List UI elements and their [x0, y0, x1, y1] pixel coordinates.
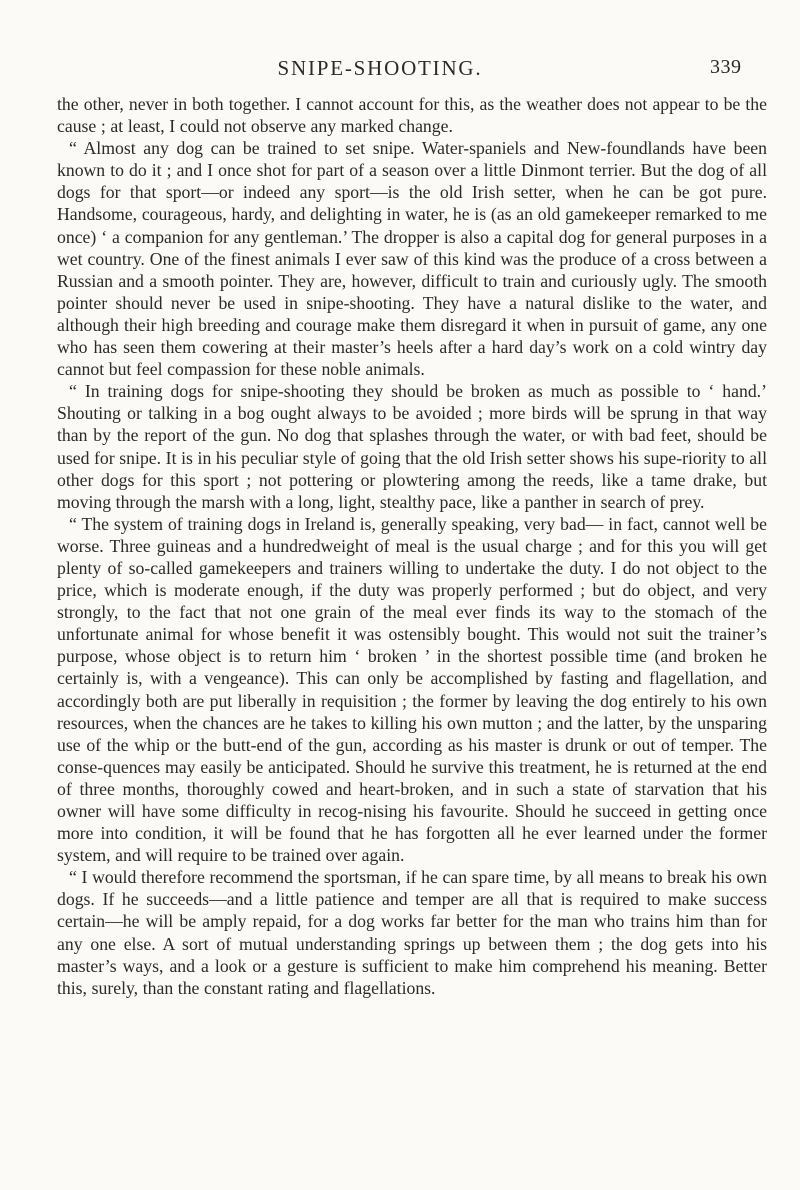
paragraph-continuation: the other, never in both together. I cannot account for this, as the weather does not appear to be the cause ; at least, I could not observe any marked change.	[57, 94, 767, 137]
paragraph-dogs-for-snipe: “ Almost any dog can be trained to set snipe. Water-spaniels and New-foundlands have been known to do it ; and I once shot for part of a season over a little Dinmont terrier. But the dog of all dogs for that sport—or indeed any sport—is the old Irish setter, when he can be got pure. Handsome, courageous, hardy, and delighting in water, he is (as an old gamekeeper remarked to me once) ‘ a companion for any gentleman.’ The dropper is also a capital dog for general purposes in a wet country. One of the finest animals I ever saw of this kind was the produce of a cross between a Russian and a smooth pointer. They are, however, difficult to train and curiously ugly. The smooth pointer should never be used in snipe-shooting. They have a natural dislike to the water, and although their high breeding and courage make them disregard it when in pursuit of game, any one who has seen them cowering at their master’s heels after a hard day’s work on a cold wintry day cannot but feel compassion for these noble animals.	[57, 138, 767, 380]
page-number: 339	[710, 56, 742, 78]
body-text	[57, 93, 767, 999]
paragraph-recommendation: “ I would therefore recommend the sportsman, if he can spare time, by all means to break his own dogs. If he succeeds—and a little patience and temper are all that is required to make success certain—he will be amply repaid, for a dog works far better for the man who trains him than for any one else. A sort of mutual understanding springs up between them ; the dog gets into his master’s ways, and a look or a gesture is sufficient to make him comprehend his meaning. Better this, surely, than the constant rating and flagellations.	[57, 867, 767, 998]
paragraph-training-system: “ The system of training dogs in Ireland is, generally speaking, very bad— in fact, cannot well be worse. Three guineas and a hundredweight of meal is the usual charge ; and for this you will get plenty of so-called gamekeepers and trainers willing to undertake the duty. I do not object to the price, which is moderate enough, if the duty was properly performed ; but do object, and very strongly, to the fact that not one grain of the meal ever finds its way to the stomach of the unfortunate animal for whose benefit it was ostensibly bought. This would not suit the trainer’s purpose, whose object is to return him ‘ broken ’ in the shortest possible time (and broken he certainly is, with a vengeance). This can only be accomplished by fasting and flagellation, and accordingly both are put liberally in requisition ; the former by leaving the dog entirely to his own resources, when the chances are he takes to killing his own mutton ; and the latter, by the unsparing use of the whip or the butt-end of the gun, according as his master is drunk or out of temper. The conse-quences may easily be anticipated. Should he survive this treatment, he is returned at the end of three months, thoroughly cowed and heart-broken, and in such a state of starvation that his owner will have some difficulty in recog-nising his favourite. Should he succeed in getting once more into condition, it will be found that he has forgotten all he ever learned under the former system, and will require to be trained over again.	[57, 513, 767, 866]
running-head	[0, 56, 800, 86]
running-title: SNIPE-SHOOTING.	[277, 56, 483, 80]
paragraph-training-dogs: “ In training dogs for snipe-shooting they should be broken as much as possible to ‘ hand.’ Shouting or talking in a bog ought always to be avoided ; more birds will be sprung in that way than by the report of the gun. No dog that splashes through the water, or with bad feet, should be used for snipe. It is in his peculiar style of going that the old Irish setter shows his supe-riority to all other dogs for this sport ; not pottering or plowtering among the reeds, like a tame drake, but moving through the marsh with a long, light, stealthy pace, like a panther in search of prey.	[57, 381, 767, 512]
